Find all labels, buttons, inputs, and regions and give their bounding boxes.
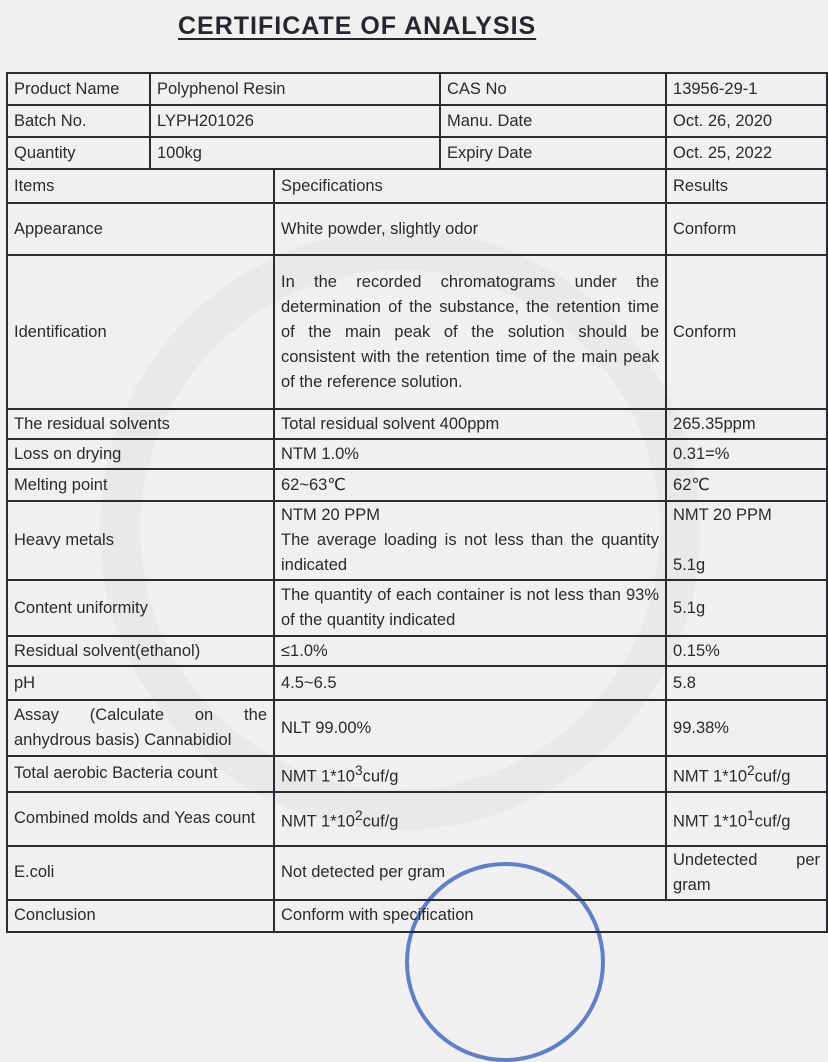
table-row bbox=[7, 203, 827, 255]
spec-line: The average loading is not less than the quantity indicated bbox=[281, 531, 660, 574]
item-cell: Assay (Calculate on the anhydrous basis) Cannabidiol bbox=[7, 700, 274, 756]
item-cell: The residual solvents bbox=[7, 409, 274, 439]
product-name-value: Polyphenol Resin bbox=[150, 73, 440, 105]
result-cell bbox=[666, 792, 827, 846]
spec-cell: Not detected per gram bbox=[274, 846, 666, 900]
analysis-table bbox=[6, 72, 828, 933]
spec-exponent: 3 bbox=[354, 763, 363, 778]
item-cell: Melting point bbox=[7, 469, 274, 501]
result-cell: Conform bbox=[666, 255, 827, 409]
spec-line: NTM 20 PPM bbox=[281, 506, 381, 524]
result-cell bbox=[666, 501, 827, 580]
result-line: NMT 20 PPM bbox=[673, 506, 772, 524]
item-cell: Residual solvent(ethanol) bbox=[7, 636, 274, 666]
result-cell: 0.15% bbox=[666, 636, 827, 666]
result-cell: 99.38% bbox=[666, 700, 827, 756]
result-unit: cuf/g bbox=[754, 767, 791, 786]
table-row bbox=[7, 73, 827, 105]
result-cell: 0.31=% bbox=[666, 439, 827, 469]
specifications-header: Specifications bbox=[274, 169, 666, 203]
spec-cell: NLT 99.00% bbox=[274, 700, 666, 756]
result-line: 5.1g bbox=[673, 556, 706, 574]
manu-date-value: Oct. 26, 2020 bbox=[666, 105, 827, 137]
batch-label: Batch No. bbox=[7, 105, 150, 137]
table-row bbox=[7, 137, 827, 169]
table-row bbox=[7, 666, 827, 700]
spec-unit: cuf/g bbox=[362, 812, 399, 831]
spec-cell: The quantity of each container is not less than 93% of the quantity indicated bbox=[274, 580, 666, 636]
table-row bbox=[7, 580, 827, 636]
result-cell: 5.8 bbox=[666, 666, 827, 700]
table-row bbox=[7, 255, 827, 409]
result-value-base: NMT 1*10 bbox=[673, 812, 747, 831]
item-cell: E.coli bbox=[7, 846, 274, 900]
batch-value: LYPH201026 bbox=[150, 105, 440, 137]
expiry-date-value: Oct. 25, 2022 bbox=[666, 137, 827, 169]
spec-cell: Total residual solvent 400ppm bbox=[274, 409, 666, 439]
table-row bbox=[7, 900, 827, 932]
result-cell: Conform bbox=[666, 203, 827, 255]
spec-cell: 62~63℃ bbox=[274, 469, 666, 501]
item-cell: Content uniformity bbox=[7, 580, 274, 636]
expiry-date-label: Expiry Date bbox=[440, 137, 666, 169]
table-row bbox=[7, 846, 827, 900]
result-exponent: 1 bbox=[747, 807, 755, 823]
table-row bbox=[7, 105, 827, 137]
item-cell: Combined molds and Yeas count bbox=[7, 792, 274, 846]
table-row bbox=[7, 636, 827, 666]
result-cell: 265.35ppm bbox=[666, 409, 827, 439]
spec-value-base: NMT 1*10 bbox=[281, 812, 355, 831]
item-cell: Appearance bbox=[7, 203, 274, 255]
result-cell bbox=[666, 756, 827, 792]
item-cell: Loss on drying bbox=[7, 439, 274, 469]
cas-label: CAS No bbox=[440, 73, 666, 105]
product-name-label: Product Name bbox=[7, 73, 150, 105]
conclusion-value: Conform with specification bbox=[274, 900, 827, 932]
quantity-label: Quantity bbox=[7, 137, 150, 169]
table-row bbox=[7, 469, 827, 501]
result-cell: Undetected per gram bbox=[666, 846, 827, 900]
items-header: Items bbox=[7, 169, 274, 203]
conclusion-label: Conclusion bbox=[7, 900, 274, 932]
manu-date-label: Manu. Date bbox=[440, 105, 666, 137]
spec-cell: ≤1.0% bbox=[274, 636, 666, 666]
spec-cell: White powder, slightly odor bbox=[274, 203, 666, 255]
item-cell: Total aerobic Bacteria count bbox=[7, 756, 274, 792]
table-row bbox=[7, 756, 827, 792]
spec-unit: cuf/g bbox=[362, 767, 399, 786]
spec-cell bbox=[274, 501, 666, 580]
result-unit: cuf/g bbox=[754, 812, 791, 831]
column-header-row bbox=[7, 169, 827, 203]
spec-value-base: NMT 1*10 bbox=[281, 767, 355, 786]
item-cell: Identification bbox=[7, 255, 274, 409]
quantity-value: 100kg bbox=[150, 137, 440, 169]
spec-cell bbox=[274, 756, 666, 792]
item-cell: Heavy metals bbox=[7, 501, 274, 580]
table-row bbox=[7, 792, 827, 846]
cas-value: 13956-29-1 bbox=[666, 73, 827, 105]
table-row bbox=[7, 700, 827, 756]
results-header: Results bbox=[666, 169, 827, 203]
spec-cell: In the recorded chromatograms under the determination of the substance, the retention time of the main peak of the solution should be consistent with the retention time of the main peak of the reference solution. bbox=[274, 255, 666, 409]
table-row bbox=[7, 439, 827, 469]
spec-cell bbox=[274, 792, 666, 846]
table-row bbox=[7, 409, 827, 439]
spec-cell: 4.5~6.5 bbox=[274, 666, 666, 700]
page-title: CERTIFICATE OF ANALYSIS bbox=[178, 12, 537, 40]
result-exponent: 2 bbox=[747, 763, 755, 778]
spec-exponent: 2 bbox=[354, 807, 363, 823]
result-cell: 62℃ bbox=[666, 469, 827, 501]
result-value-base: NMT 1*10 bbox=[673, 767, 747, 786]
item-cell: pH bbox=[7, 666, 274, 700]
spec-cell: NTM 1.0% bbox=[274, 439, 666, 469]
table-row bbox=[7, 501, 827, 580]
result-cell: 5.1g bbox=[666, 580, 827, 636]
